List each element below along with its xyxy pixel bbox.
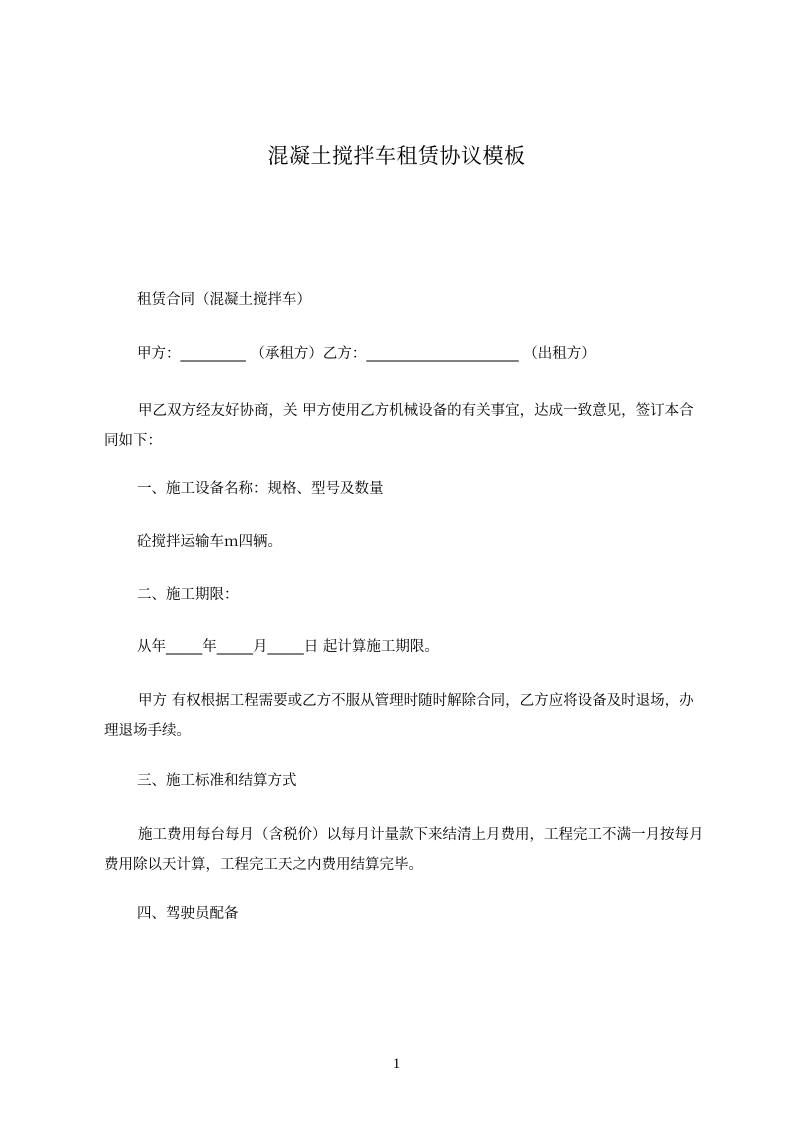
- section-1-heading: 一、施工设备名称：规格、型号及数量: [137, 481, 384, 497]
- document-title: 混凝土搅拌车租赁协议模板: [267, 144, 526, 168]
- parties-line: 甲方：_________ （承租方）乙方：_____________________ （出租方）: [137, 346, 596, 362]
- section-2-heading: 二、施工期限：: [137, 587, 239, 603]
- section-2-body: 从年_____年_____月_____日 起计算施工期限。: [137, 639, 439, 655]
- section-2-paragraph: [104, 686, 704, 746]
- section-2-paragraph-text: 甲方 有权根据工程需要或乙方不服从管理时随时解除合同，乙方应将设备及时退场，办理退场手续。: [104, 693, 694, 739]
- section-3-paragraph: [104, 820, 704, 880]
- page-number: 1: [392, 1056, 401, 1072]
- section-1-body: 砼搅拌运输车ｍ四辆。: [137, 534, 282, 550]
- intro-paragraph: [104, 396, 704, 456]
- section-3-paragraph-text: 施工费用每台每月（含税价）以每月计量款下来结清上月费用，工程完工不满一月按每月费用除以天计算，工程完工天之内费用结算完毕。: [104, 827, 704, 873]
- intro-text: 甲乙双方经友好协商，关 甲方使用乙方机械设备的有关事宜，达成一致意见，签订本合同如下：: [104, 403, 694, 449]
- section-4-heading: 四、驾驶员配备: [137, 906, 239, 922]
- section-3-heading: 三、施工标准和结算方式: [137, 773, 297, 789]
- contract-subtitle: 租赁合同（混凝土搅拌车）: [137, 292, 311, 308]
